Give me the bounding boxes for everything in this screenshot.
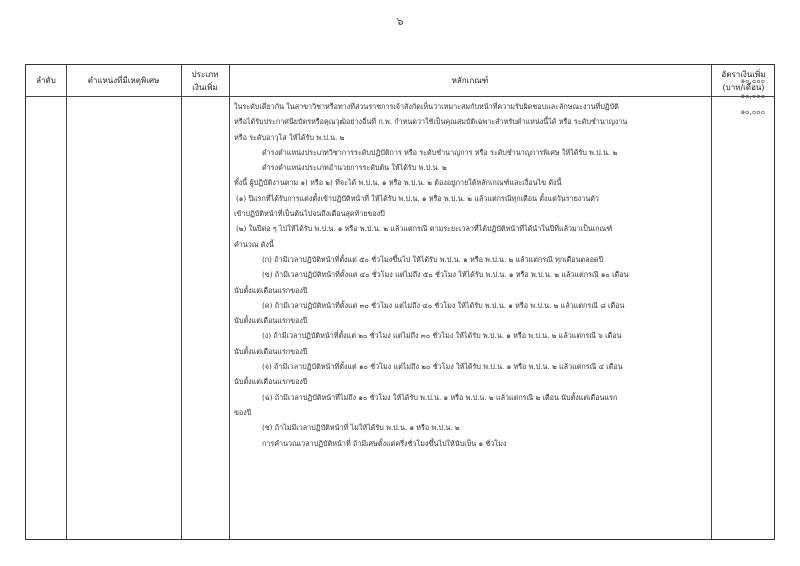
rate-value: ๑๐,๐๐๐ [740, 106, 765, 116]
criteria-line: (ก) ถ้ามีเวลาปฏิบัติหน้าที่ตั้งแต่ ๕๐ ชั่วโมงขึ้นไป ให้ได้รับ พ.ป.น. ๑ หรือ พ.ป.น. ๒ แล้วแต่กรณี ทุกเดือนตลอดปี [262, 254, 604, 264]
criteria-line: (๒) ในปีต่อ ๆ ไปให้ได้รับ พ.ป.น. ๑ หรือ พ.ป.น. ๒ แล้วแต่กรณี ตามระยะเวลาที่ได้ปฏิบัติหน้าที่ได้นำในปีที่แล้วมาเป็นเกณฑ์ [236, 224, 613, 234]
criteria-line: เข้าปฏิบัติหน้าที่เป็นต้นไปจนถึงเดือนสุดท้ายของปี [234, 209, 385, 219]
column-divider [711, 65, 712, 539]
criteria-line: (ง) ถ้ามีเวลาปฏิบัติหน้าที่ตั้งแต่ ๒๐ ชั่วโมง แต่ไม่ถึง ๓๐ ชั่วโมง ให้ได้รับ พ.ป.น. ๑ หรือ พ.ป.น. ๒ แล้วแต่กรณี ๖ เดือน [262, 331, 622, 341]
column-divider [66, 65, 67, 539]
header-order: ลำดับ [36, 76, 56, 85]
criteria-text [234, 99, 707, 451]
criteria-line: (๑) ปีแรกที่ได้รับการแต่งตั้งเข้าปฏิบัติหน้าที่ ให้ได้รับ พ.ป.น. ๑ หรือ พ.ป.น. ๒ แล้วแต่กรณีทุกเดือน ตั้งแต่วันรายงานตัว [236, 193, 599, 203]
criteria-line: ดำรงตำแหน่งประเภทวิชาการระดับปฏิบัติการ หรือ ระดับชำนาญการ หรือ ระดับชำนาญการพิเศษ ให้ได้รับ พ.ป.น. ๒ [262, 147, 618, 157]
criteria-line: ดำรงตำแหน่งประเภทอำนวยการระดับต้น ให้ได้รับ พ.ป.น. ๒ [262, 163, 447, 173]
header-divider [26, 96, 774, 97]
criteria-line: การคำนวณเวลาปฏิบัติหน้าที่ ถ้ามีเศษตั้งแต่ครึ่งชั่วโมงขึ้นไปให้นับเป็น ๑ ชั่วโมง [262, 438, 507, 448]
rate-value: ๑๐,๐๐๐ [740, 91, 765, 101]
criteria-line: นับตั้งแต่เดือนแรกของปี [234, 316, 308, 326]
criteria-line: ของปี [234, 407, 252, 417]
criteria-line: (ฉ) ถ้ามีเวลาปฏิบัติหน้าที่ไม่ถึง ๑๐ ชั่วโมง ให้ได้รับ พ.ป.น. ๑ หรือ พ.ป.น. ๒ แล้วแต่กรณี ๒ เดือน นับตั้งแต่เดือนแรก [262, 392, 618, 402]
criteria-line: (ข) ถ้ามีเวลาปฏิบัติหน้าที่ตั้งแต่ ๔๐ ชั่วโมง แต่ไม่ถึง ๕๐ ชั่วโมง ให้ได้รับ พ.ป.น. ๑ หรือ พ.ป.น. ๒ แล้วแต่กรณี ๑๐ เดือน [262, 270, 629, 280]
criteria-line: คำนวณ ดังนี้ [234, 239, 274, 249]
header-rate: อัตราเงินเพิ่ม (บาท/เดือน) [721, 69, 766, 92]
rate-value: ๑๐,๐๐๐ [740, 76, 765, 85]
criteria-line: (ช) ถ้าไม่มีเวลาปฏิบัติหน้าที่ ไม่ให้ได้รับ พ.ป.น. ๑ หรือ พ.ป.น. ๒ [262, 423, 460, 433]
rate-column [695, 73, 781, 119]
header-criteria: หลักเกณฑ์ [451, 76, 489, 85]
criteria-line: นับตั้งแต่เดือนแรกของปี [234, 346, 308, 356]
criteria-line: นับตั้งแต่เดือนแรกของปี [234, 377, 308, 387]
criteria-line: ทั้งนี้ ผู้ปฏิบัติงานตาม ๑) หรือ ๒) ที่จะได้ พ.ป.น. ๑ หรือ พ.ป.น. ๒ ต้องอยู่ภายใต้หลักเกณฑ์และเงื่อนไข ดังนี้ [234, 178, 562, 188]
criteria-line: (ค) ถ้ามีเวลาปฏิบัติหน้าที่ตั้งแต่ ๓๐ ชั่วโมง แต่ไม่ถึง ๔๐ ชั่วโมง ให้ได้รับ พ.ป.น. ๑ หรือ พ.ป.น. ๒ แล้วแต่กรณี ๘ เดือน [262, 300, 625, 310]
column-divider [229, 65, 230, 539]
header-position: ตำแหน่งที่มีเหตุพิเศษ [87, 76, 160, 85]
criteria-line: หรือ ระดับอาวุโส ให้ได้รับ พ.ป.น. ๒ [234, 132, 345, 142]
header-type: ประเภท เงินเพิ่ม [191, 69, 219, 92]
page-number: ๖ [396, 15, 404, 28]
criteria-line: หรือได้รับประกาศนียบัตรหรือคุณวุฒิอย่างอื่นที่ ก.พ. กำหนดว่าใช้เป็นคุณสมบัติเฉพาะสำหรับตำแหน่งนี้ได้ หรือ ระดับชำนาญงาน [234, 117, 628, 127]
criteria-line: ในระดับเดียวกัน ในสาขาวิชาหรือทางที่ส่วนราชการเจ้าสังกัดเห็นว่าเหมาะสมกับหน้าที่ความรับผิดชอบและลักษณะงานที่ปฏิบัติ [234, 102, 619, 111]
criteria-table [25, 64, 775, 540]
criteria-line: นับตั้งแต่เดือนแรกของปี [234, 285, 308, 295]
column-divider [181, 65, 182, 539]
criteria-line: (จ) ถ้ามีเวลาปฏิบัติหน้าที่ตั้งแต่ ๑๐ ชั่วโมง แต่ไม่ถึง ๒๐ ชั่วโมง ให้ได้รับ พ.ป.น. ๑ หรือ พ.ป.น. ๒ แล้วแต่กรณี ๔ เดือน [262, 362, 623, 372]
